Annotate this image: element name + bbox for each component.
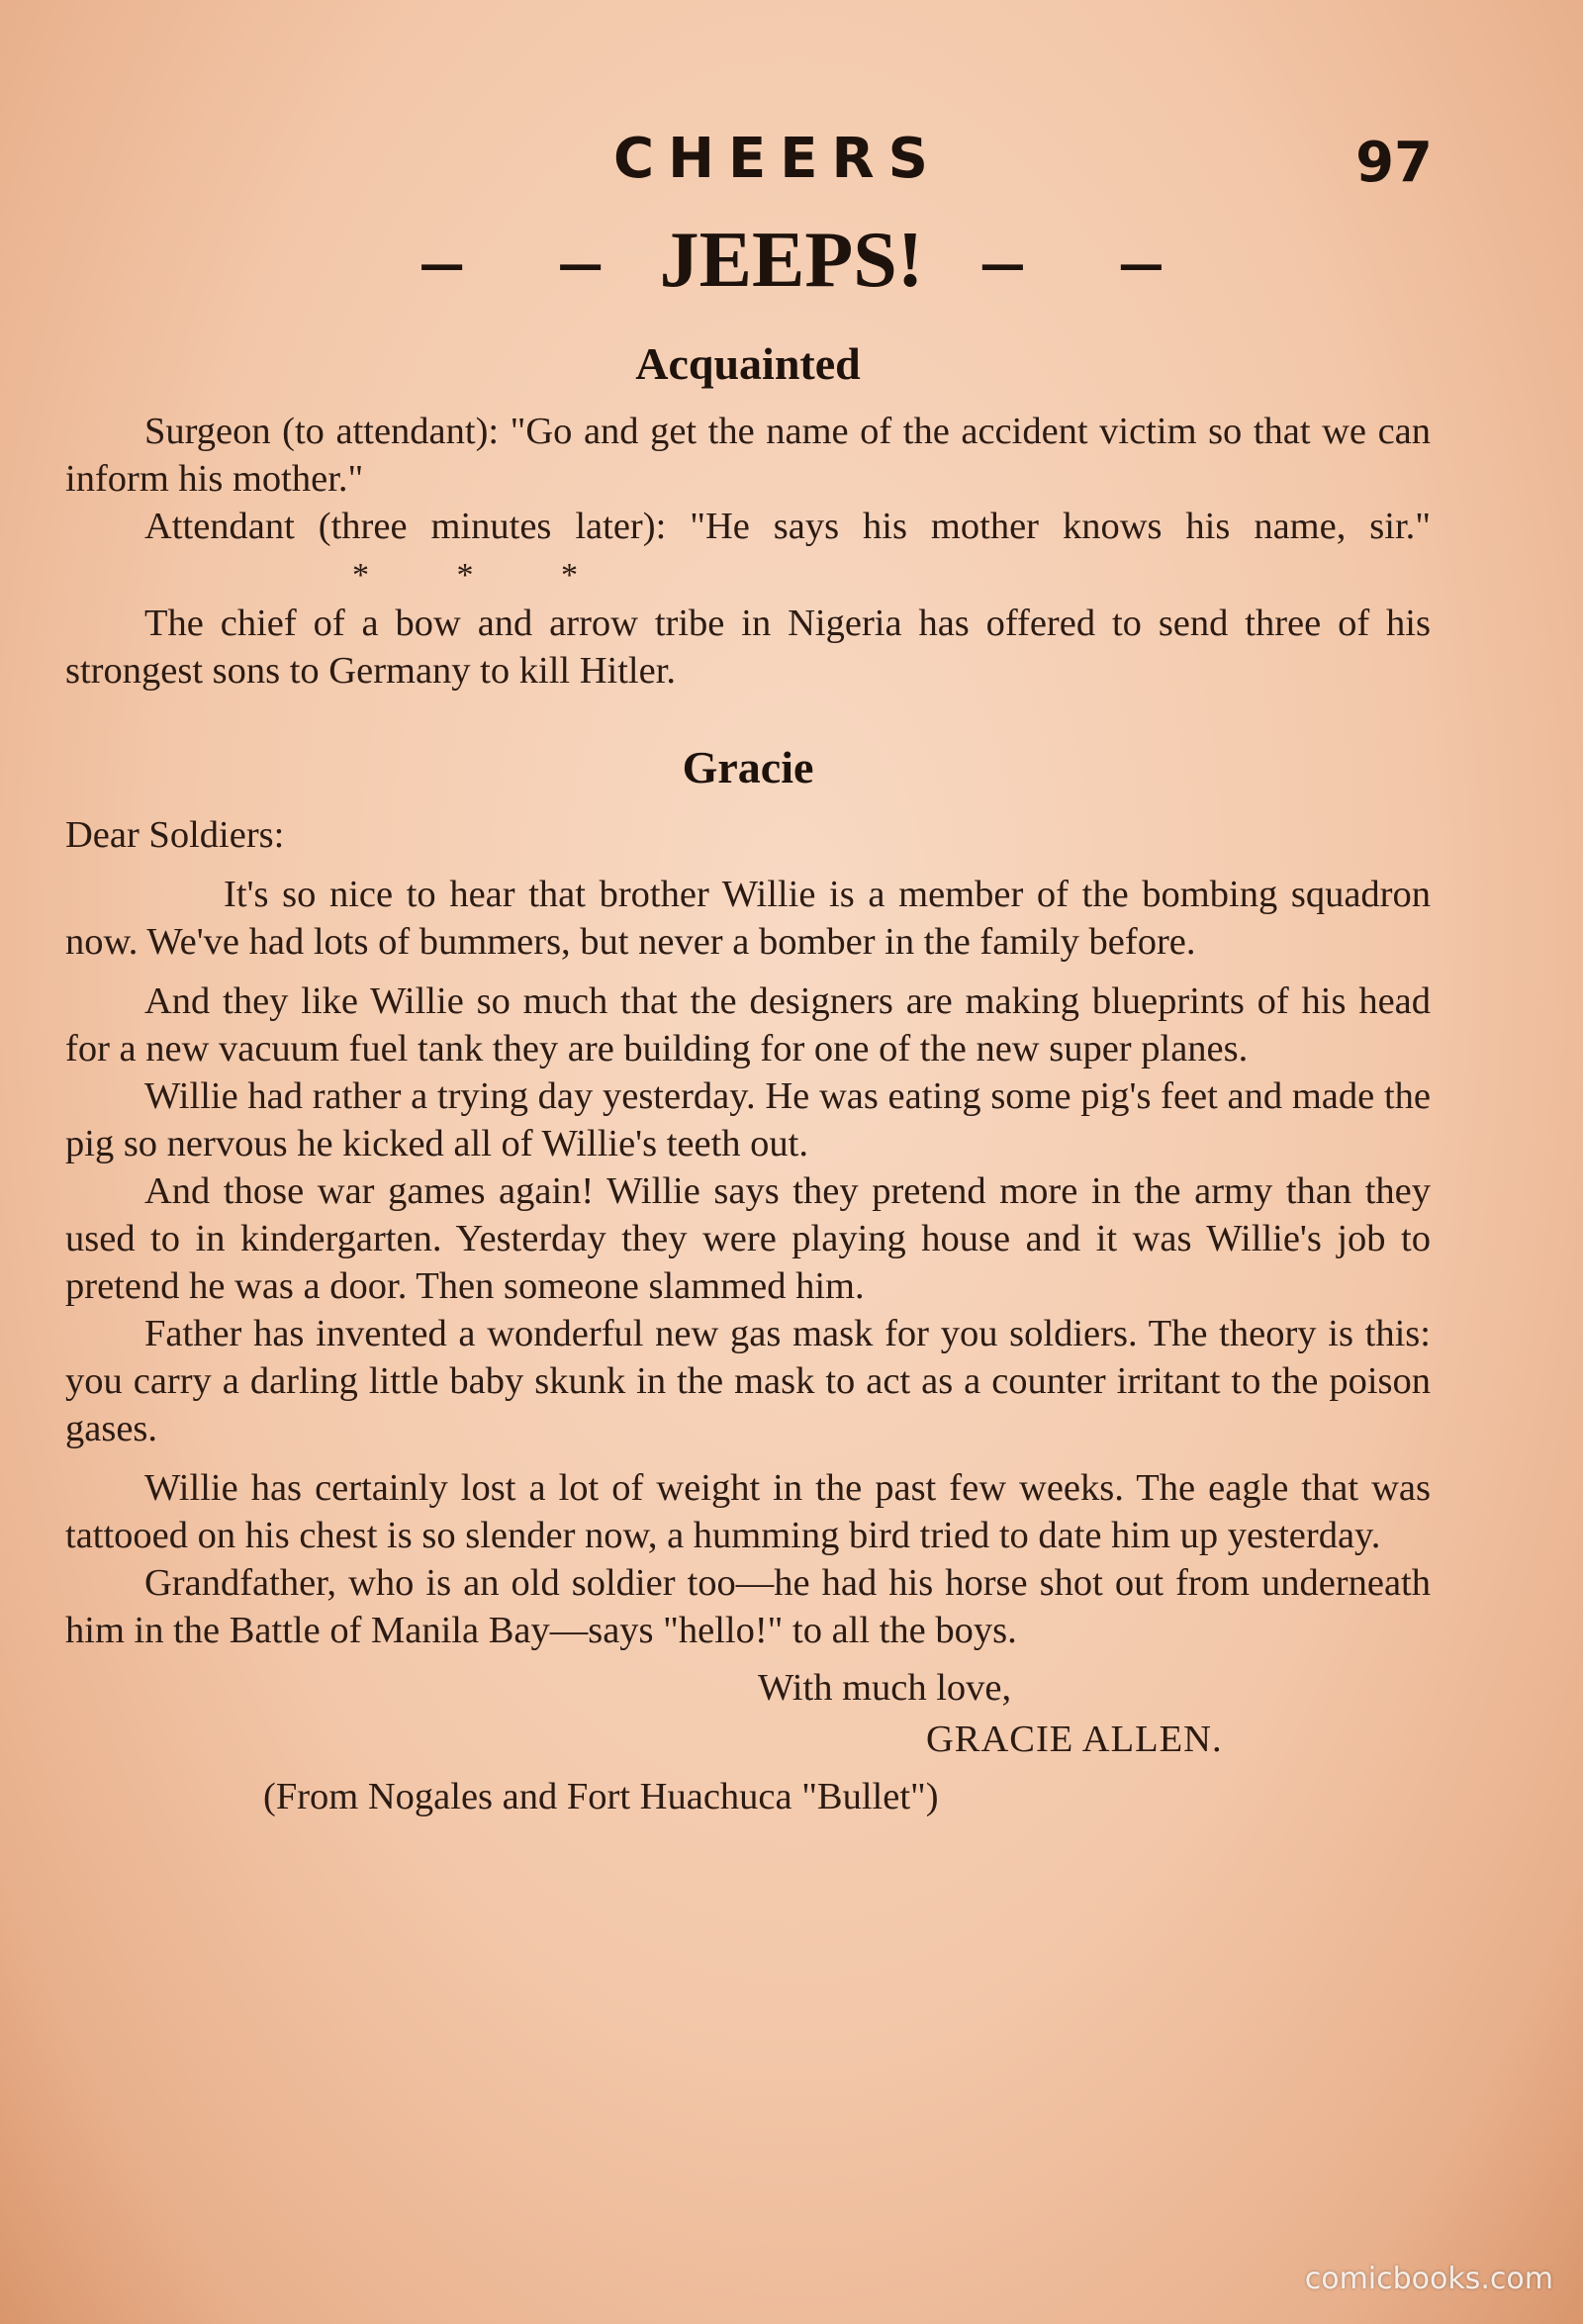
article-body (65, 336, 1431, 1820)
letter-closing: With much love, (758, 1667, 1012, 1709)
source-credit: (From Nogales and Fort Huachuca "Bullet") (263, 1776, 939, 1817)
letter-paragraph: Willie had rather a trying day yesterday. He was eating some pig's feet and made the pig so nervous he kicked all of Willie's teeth out. (65, 1075, 1431, 1164)
title-dash: – (982, 217, 1023, 304)
title-text: JEEPS! (659, 217, 924, 304)
letter-paragraph: And they like Willie so much that the designers are making blueprints of his head for a new vacuum fuel tank they are building for one of the new super planes. (65, 980, 1431, 1069)
title-dash: – (1121, 217, 1162, 304)
running-head: CHEERS (613, 127, 942, 191)
separator-stars: * * * (352, 557, 617, 594)
joke-paragraph: Surgeon (to attendant): "Go and get the name of the accident victim so that we can inform his mother." (65, 411, 1431, 500)
letter-salutation: Dear Soldiers: (65, 814, 285, 856)
letter-paragraph: And those war games again! Willie says they pretend more in the army than they used to in kindergarten. Yesterday they were playing house and it was Willie's job to pretend he was a door. Then someone slammed him. (65, 1170, 1431, 1307)
joke-paragraph (65, 503, 1431, 600)
joke-paragraph: The chief of a bow and arrow tribe in Nigeria has offered to send three of his strongest sons to Germany to kill Hitler. (65, 603, 1431, 692)
title-dash: – (560, 217, 601, 304)
letter-paragraph: Father has invented a wonderful new gas mask for you soldiers. The theory is this: you carry a darling little baby skunk in the mask to act as a counter irritant to the poison gases. (65, 1313, 1431, 1449)
letter-paragraph: Grandfather, who is an old soldier too—he had his horse shot out from underneath him in the Battle of Manila Bay—says "hello!" to all the boys. (65, 1562, 1431, 1651)
letter-paragraph: Willie has certainly lost a lot of weight in the past few weeks. The eagle that was tattooed on his chest is so slender now, a humming bird tried to date him up yesterday. (65, 1467, 1431, 1556)
page-number: 97 (1355, 131, 1433, 195)
page-header (0, 127, 1583, 206)
section-heading-gracie: Gracie (682, 742, 814, 792)
title-dash: – (421, 217, 462, 304)
section-heading-acquainted: Acquainted (635, 338, 861, 389)
page-title (0, 216, 1583, 306)
letter-signature: GRACIE ALLEN. (926, 1719, 1223, 1760)
letter-paragraph: It's so nice to hear that brother Willie is a member of the bombing squadron now. We've had lots of bummers, but never a bomber in the family before. (65, 874, 1431, 963)
joke-text: Attendant (three minutes later): "He says his mother knows his name, sir." (144, 506, 1431, 547)
watermark: comicbooks.com (1304, 2262, 1553, 2296)
